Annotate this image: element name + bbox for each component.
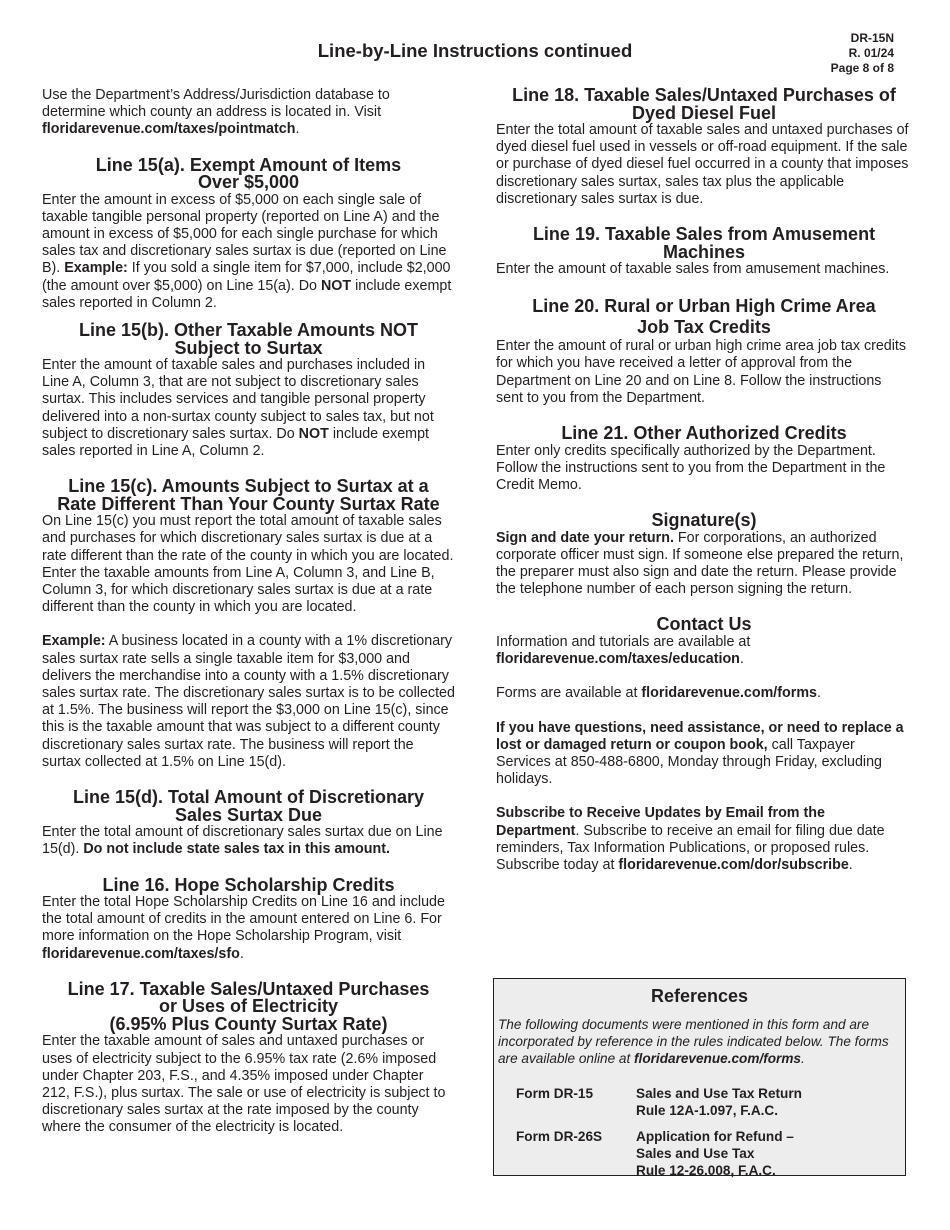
line-15b-heading — [42, 322, 455, 357]
left-column — [42, 87, 455, 1137]
line-19-paragraph: Enter the amount of taxable sales from amusement machines. — [496, 261, 890, 278]
reference-line: Rule 12A-1.097, F.A.C. — [636, 1103, 779, 1118]
subscribe-link[interactable]: floridarevenue.com/dor/subscribe — [618, 856, 849, 873]
signature-bold-text: Sign and date your return. — [496, 529, 674, 546]
contact-end-1: . — [739, 651, 744, 668]
references-title: References — [650, 986, 749, 1006]
pointmatch-link[interactable]: floridarevenue.com/taxes/pointmatch — [42, 121, 296, 138]
references-box — [493, 978, 906, 1176]
line-15c-heading-2: Rate Different Than Your County Surtax Rate — [57, 493, 440, 514]
line-15c-example-label: Example: — [42, 633, 106, 650]
education-link[interactable]: floridarevenue.com/taxes/education — [496, 651, 740, 668]
reference-row — [498, 1128, 901, 1179]
form-identifier — [831, 31, 894, 76]
line-21-heading: Line 21. Other Authorized Credits — [561, 423, 847, 444]
signature-paragraph — [496, 530, 912, 599]
contact-paragraph-3 — [496, 720, 912, 789]
line-15c-example-text: A business located in a county with a 1% discretionary sales surtax rate sells a single taxable item for $3,000 and delivers the merchandise into a county with a 1.5% discretionary sales surtax rate. The discretionary sales surtax is to be collected at 1.5%. The business will report the $3,000 on Line 15(c), since this is the taxable amount that was subject to a different county discretionary sales surtax rate. The business will report the surtax collected at 1.5% on Line 15(d). — [42, 633, 455, 770]
references-forms-link[interactable]: floridarevenue.com/forms — [634, 1051, 801, 1066]
form-revision: R. 01/24 — [848, 46, 894, 60]
reference-form-id: Form DR-26S — [516, 1129, 603, 1144]
reference-description — [636, 1085, 802, 1119]
line-15c-paragraph-1: On Line 15(c) you must report the total amount of taxable sales and purchases for which discretionary sales surtax is due at a rate different than the rate of the county in which you are located. Enter the taxable amounts from Line A, Column 3, and Line B, Column 3, for which discretionary sales surtax is due at a rate different than the county in which you are located. — [42, 513, 454, 616]
line-16-paragraph — [42, 894, 455, 963]
contact-text-4: . Subscribe to receive an email for filing due date reminders, Tax Information Publications, or proposed rules. Subscribe today at — [496, 822, 885, 873]
line-15a-heading — [42, 154, 455, 193]
reference-description — [636, 1128, 794, 1179]
reference-line: Rule 12-26.008, F.A.C. — [636, 1163, 776, 1178]
line-17-heading-2: or Uses of Electricity — [158, 996, 339, 1017]
reference-row — [498, 1085, 901, 1119]
line-20-heading — [496, 296, 912, 338]
signature-heading: Signature(s) — [651, 510, 757, 531]
line-15d-paragraph — [42, 824, 455, 858]
line-18-paragraph: Enter the total amount of taxable sales and untaxed purchases of dyed diesel fuel used in vessels or off-road equipment. If the sale or purchase of dyed diesel fuel occurred in a county that imposes discretionary sales surtax, sales tax plus the applicable discretionary sales surtax is due. — [496, 122, 909, 207]
contact-heading: Contact Us — [656, 614, 752, 635]
references-intro-end: . — [800, 1051, 805, 1066]
line-20-heading-1: Line 20. Rural or Urban High Crime Area — [532, 296, 876, 317]
line-15a-text-3: include exempt sales reported in Column 2. — [42, 277, 452, 311]
line-15b-paragraph — [42, 357, 455, 460]
line-15d-text: Enter the total amount of discretionary sales surtax due on Line 15(d). — [42, 824, 443, 858]
right-column — [496, 87, 912, 874]
line-18-heading-1: Line 18. Taxable Sales/Untaxed Purchases of — [512, 85, 896, 105]
line-15a-text-2: If you sold a single item for $7,000, include $2,000 (the amount over $5,000) on Line 15(a). Do — [42, 260, 451, 294]
reference-line: Sales and Use Tax Return — [636, 1086, 802, 1101]
line-15a-heading-2: Over $5,000 — [197, 172, 300, 193]
line-19-heading-1: Line 19. Taxable Sales from Amusement — [532, 224, 876, 245]
reference-line: Sales and Use Tax — [636, 1146, 755, 1161]
line-18-heading-2: Dyed Diesel Fuel — [631, 102, 777, 123]
line-15b-text-2: include exempt sales reported in Line A, Column 2. — [42, 425, 429, 460]
page-number: Page 8 of 8 — [830, 61, 894, 75]
contact-paragraph-1 — [496, 634, 912, 668]
line-15d-heading — [42, 789, 455, 824]
line-15d-heading-1: Line 15(d). Total Amount of Discretionary — [72, 787, 425, 808]
line-15c-heading — [42, 478, 455, 513]
contact-bold-3: If you have questions, need assistance, or need to replace a lost or damaged return or coupon book, — [496, 719, 904, 753]
line-18-heading — [496, 87, 912, 122]
line-15a-example-label: Example: — [64, 260, 128, 277]
line-20-paragraph: Enter the amount of rural or urban high crime area job tax credits for which you have received a letter of approval from the Department on Line 20 and on Line 8. Follow the instructions sent to you from the Department. — [496, 338, 907, 406]
line-17-paragraph: Enter the taxable amount of sales and untaxed purchases or uses of electricity subject to the 6.95% tax rate (2.6% imposed under Chapter 203, F.S., and 4.35% imposed under Chapter 212, F.S.), plus surtax. The sale or use of electricity is subject to discretionary sales surtax at the rate imposed by the county where the consumer of the electricity is located. — [42, 1033, 446, 1136]
line-15a-not: NOT — [320, 277, 352, 294]
line-15c-paragraph-2 — [42, 633, 455, 771]
line-15b-not: NOT — [298, 425, 329, 442]
contact-bold-4: Subscribe to Receive Updates by Email from the Department — [496, 805, 825, 839]
contact-text-1: Information and tutorials are available at — [496, 633, 751, 650]
references-intro — [498, 1016, 901, 1067]
form-number: DR-15N — [850, 31, 894, 45]
contact-paragraph-2 — [496, 685, 912, 702]
line-15b-text-1: Enter the amount of taxable sales and purchases included in Line A, Column 3, that are not subject to discretionary sales surtax. This includes services and tangible personal property delivered into a non-surtax county subject to sales tax, but not subject to discretionary sales surtax. Do — [42, 357, 434, 442]
line-15d-heading-2: Sales Surtax Due — [174, 804, 323, 825]
line-19-heading — [496, 226, 912, 261]
line-17-heading-3: (6.95% Plus County Surtax Rate) — [109, 1013, 388, 1034]
line-15a-heading-1: Line 15(a). Exempt Amount of Items — [95, 154, 402, 175]
line-15b-heading-2: Subject to Surtax — [174, 337, 323, 358]
contact-paragraph-4 — [496, 805, 912, 874]
line-21-paragraph: Enter only credits specifically authorized by the Department. Follow the instructions sent to you from the Department in the Credit Memo. — [496, 442, 886, 493]
contact-end-4: . — [848, 856, 853, 873]
sfo-link[interactable]: floridarevenue.com/taxes/sfo — [42, 945, 240, 962]
line-17-heading — [42, 978, 455, 1034]
contact-text-3: call Taxpayer Services at 850-488-6800, Monday through Friday, excluding holidays. — [496, 736, 882, 788]
line-16-text: Enter the total Hope Scholarship Credits on Line 16 and include the total amount of credits in the amount entered on Line 6. For more information on the Hope Scholarship Program, visit — [42, 894, 445, 945]
intro-end: . — [295, 121, 300, 138]
line-15d-bold-text: Do not include state sales tax in this amount. — [83, 841, 390, 858]
contact-text-2: Forms are available at — [496, 685, 642, 702]
reference-line: Application for Refund – — [636, 1129, 794, 1144]
line-15a-paragraph — [42, 192, 455, 312]
line-19-heading-2: Machines — [662, 241, 746, 262]
intro-paragraph — [42, 87, 455, 139]
line-15c-heading-1: Line 15(c). Amounts Subject to Surtax at a — [68, 476, 429, 497]
contact-end-2: . — [817, 685, 821, 702]
forms-link[interactable]: floridarevenue.com/forms — [641, 685, 818, 702]
signature-text: For corporations, an authorized corporate officer must sign. If someone else prepared the return, the preparer must also sign and date the return. Please provide the telephone number of each person signing the return. — [496, 529, 904, 598]
page-title: Line-by-Line Instructions continued — [317, 40, 633, 61]
line-17-heading-1: Line 17. Taxable Sales/Untaxed Purchases — [67, 978, 430, 999]
line-15a-text-1: Enter the amount in excess of $5,000 on each single sale of taxable tangible personal property (reported on Line A) and the amount in excess of $5,000 for each single purchase for which sales tax and discretionary sales surtax is due (reported on Line B). — [42, 191, 447, 277]
line-16-end: . — [239, 945, 244, 962]
reference-form-id: Form DR-15 — [516, 1086, 594, 1101]
intro-text: Use the Department’s Address/Jurisdiction database to determine which county an address is located in. Visit — [42, 87, 390, 121]
line-15b-heading-1: Line 15(b). Other Taxable Amounts NOT — [78, 320, 419, 341]
line-16-heading: Line 16. Hope Scholarship Credits — [102, 874, 395, 895]
references-intro-text: The following documents were mentioned in this form and are incorporated by reference in the rules indicated below. The forms are available online at — [498, 1017, 889, 1066]
line-20-heading-2: Job Tax Credits — [637, 317, 771, 338]
